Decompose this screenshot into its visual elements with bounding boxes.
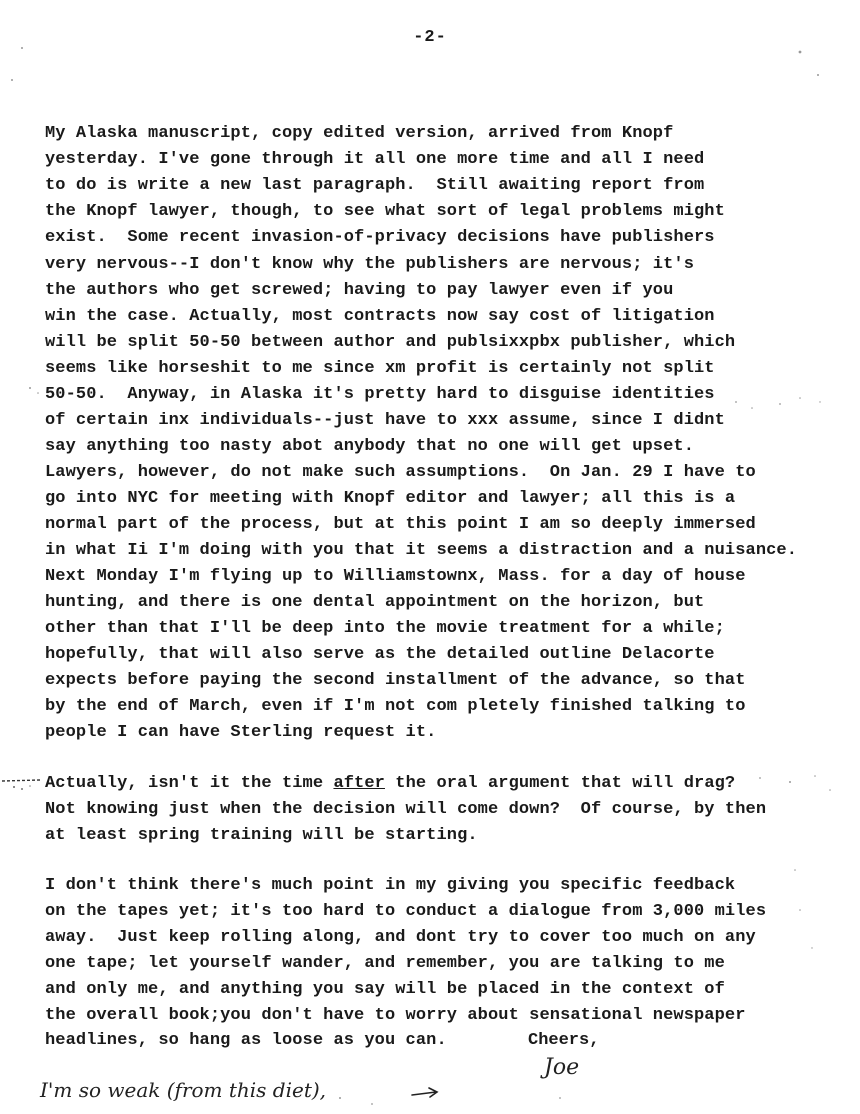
text-line: seems like horseshit to me since xm profit is certainly not split xyxy=(45,359,715,378)
text-line: say anything too nasty abot anybody that no one will get upset. xyxy=(45,437,695,456)
text-line: win the case. Actually, most contracts now say cost of litigation xyxy=(45,307,715,326)
text-line: My Alaska manuscript, copy edited version, arrived from Knopf xyxy=(45,124,674,143)
text-line: people I can have Sterling request it. xyxy=(45,723,437,742)
text-line: the authors who get screwed; having to pay lawyer even if you xyxy=(45,281,674,300)
text-line: other than that I'll be deep into the movie treatment for a while; xyxy=(45,619,725,638)
signature: Joe xyxy=(544,1055,580,1080)
page-number: -2- xyxy=(413,28,447,47)
text-line: Lawyers, however, do not make such assumptions. On Jan. 29 I have to xyxy=(45,463,756,482)
text-line: on the tapes yet; it's too hard to conduct a dialogue from 3,000 miles xyxy=(45,902,767,921)
text-line: very nervous--I don't know why the publishers are nervous; it's xyxy=(45,255,695,274)
text-line: the overall book;you don't have to worry about sensational newspaper xyxy=(45,1006,746,1025)
signoff: Cheers, xyxy=(528,1031,600,1050)
text-line: expects before paying the second installment of the advance, so that xyxy=(45,671,746,690)
text-line: headlines, so hang as loose as you can. xyxy=(45,1031,447,1050)
handwritten-arrow-icon xyxy=(410,1085,440,1101)
text-line: by the end of March, even if I'm not com pletely finished talking to xyxy=(45,697,746,716)
text-line: away. Just keep rolling along, and dont try to cover too much on any xyxy=(45,928,756,947)
text-line: exist. Some recent invasion-of-privacy decisions have publishers xyxy=(45,228,715,247)
text-line: one tape; let yourself wander, and remember, you are talking to me xyxy=(45,954,725,973)
text-line: of certain inx individuals--just have to xxx assume, since I didnt xyxy=(45,411,725,430)
handwritten-note: I'm so weak (from this diet), xyxy=(40,1078,327,1102)
text-line: Actually, isn't it the time after the oral argument that will drag? xyxy=(45,774,736,793)
text-line: yesterday. I've gone through it all one more time and all I need xyxy=(45,150,705,169)
text-line: in what Ii I'm doing with you that it seems a distraction and a nuisance. xyxy=(45,541,798,560)
text-line: Next Monday I'm flying up to Williamstownx, Mass. for a day of house xyxy=(45,567,746,586)
text-line: and only me, and anything you say will be placed in the context of xyxy=(45,980,725,999)
underlined-emphasis: after xyxy=(333,774,385,793)
text-line: at least spring training will be starting. xyxy=(45,826,478,845)
text-line: will be split 50-50 between author and publsixxpbx publisher, which xyxy=(45,333,736,352)
text-line: I don't think there's much point in my giving you specific feedback xyxy=(45,876,736,895)
text-line: Not knowing just when the decision will come down? Of course, by then xyxy=(45,800,767,819)
text-line: the Knopf lawyer, though, to see what sort of legal problems might xyxy=(45,202,725,221)
text-line: hunting, and there is one dental appointment on the horizon, but xyxy=(45,593,705,612)
text-line: 50-50. Anyway, in Alaska it's pretty hard to disguise identities xyxy=(45,385,715,404)
text-line: go into NYC for meeting with Knopf editor and lawyer; all this is a xyxy=(45,489,736,508)
text-line: normal part of the process, but at this point I am so deeply immersed xyxy=(45,515,756,534)
text-line: to do is write a new last paragraph. Still awaiting report from xyxy=(45,176,705,195)
margin-mark-icon xyxy=(0,770,48,794)
text-line: hopefully, that will also serve as the detailed outline Delacorte xyxy=(45,645,715,664)
